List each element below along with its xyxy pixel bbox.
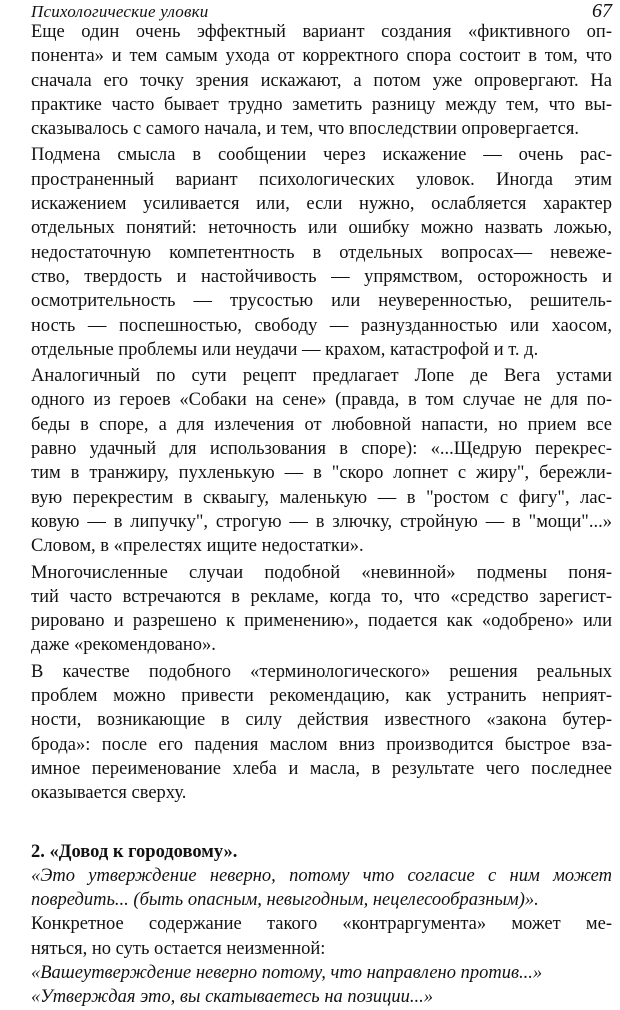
paragraph <box>31 143 612 362</box>
text-line: отдельные проблемы или неудачи — крахом, катастрофой и т. д. <box>31 339 539 360</box>
paragraph <box>31 20 612 141</box>
section-intro-line: повредить... (быть опасным, невыгодным, нецелесообразным)». <box>31 890 539 911</box>
text-line: рировано и разрешено к применению», подается как «одобрено» или <box>31 611 612 632</box>
text-line: отдельных понятий: неточность или ошибку можно назвать ложью, <box>31 218 612 239</box>
page-number: 67 <box>592 0 612 22</box>
section-intro-line: «Это утверждение неверно, потому что согласие с ним может <box>31 865 612 886</box>
text-line: практике часто бывает трудно заметить разницу между тем, что вы- <box>31 94 612 115</box>
text-line: ковую — в липучку", строгую — в злючку, стройную — в "мощи"...» <box>31 511 612 532</box>
quote-line: «Утверждая это, вы скатываетесь на позиции...» <box>31 987 433 1008</box>
text-line: сначала его точку зрения искажают, а потом уже опровергают. На <box>31 70 612 91</box>
text-line: Подмена смысла в сообщении через искажение — очень рас- <box>31 145 612 166</box>
text-line: тим в транжиру, пухленькую — в "скоро лопнет с жиру", бережли- <box>31 463 612 484</box>
paragraph <box>31 364 612 558</box>
text-line: Аналогичный по сути рецепт предлагает Лопе де Вега устами <box>31 366 612 387</box>
text-line: беды в споре, а для излечения от любовной напасти, но прием все <box>31 414 612 435</box>
text-line: ство, твердость и настойчивость — упрямством, осторожность и <box>31 266 612 287</box>
text-line: брода»: после его падения маслом вниз производится быстрое вза- <box>31 734 612 755</box>
text-line: искажением усиливается или, если нужно, ослабляется характер <box>31 194 612 215</box>
text-line: проблем можно привести рекомендацию, как устранить неприят- <box>31 686 612 707</box>
text-line: имное переименование хлеба и масла, в результате чего последнее <box>31 758 612 779</box>
text-line: одного из героев «Собаки на сене» (правда, в том случае не для по- <box>31 390 612 411</box>
text-line: Словом, в «прелестях ищите недостатки». <box>31 536 364 557</box>
text-line: понента» и тем самым ухода от корректного спора состоит в том, что <box>31 46 612 67</box>
text-line: равно удачный для использования в споре): «...Щедрую перекрес- <box>31 439 612 460</box>
text-line: оказывается сверху. <box>31 783 187 804</box>
running-title: Психологические уловки <box>31 2 209 21</box>
paragraph <box>31 660 612 806</box>
text-line: Еще один очень эффектный вариант создания «фиктивного оп- <box>31 22 612 42</box>
text-line: ности, возникающие в силу действия известного «закона бутер- <box>31 710 612 731</box>
text-line: недостаточную компетентность в отдельных вопросах— невеже- <box>31 242 612 263</box>
section-heading: 2. «Довод к городовому». <box>31 841 238 862</box>
section <box>31 840 612 1010</box>
text-line: осмотрительность — трусостью или неуверенностью, решитель- <box>31 291 612 312</box>
text-line: вую перекрестим в скваыгу, маленькую — в "ростом с фигу", лас- <box>31 487 612 508</box>
text-line: Конкретное содержание такого «контраргумента» может ме- <box>31 914 612 935</box>
text-line: пространенный вариант психологических уловок. Иногда этим <box>31 169 612 190</box>
text-line: ность — поспешностью, свободу — разнузданностью или хаосом, <box>31 315 612 336</box>
body-text <box>31 20 612 1010</box>
section-gap <box>31 806 612 840</box>
text-line: Многочисленные случаи подобной «невинной» подмены поня- <box>31 562 612 583</box>
text-line: сказывалось с самого начала, и тем, что впоследствии опровергается. <box>31 119 579 140</box>
text-line: В качестве подобного «терминологического» решения реальных <box>31 661 612 682</box>
quote-line: «Вашеутверждение неверно потому, что направлено против...» <box>31 962 543 983</box>
text-line: даже «рекомендовано». <box>31 635 216 656</box>
text-line: няться, но суть остается неизменной: <box>31 938 326 959</box>
text-line: тий часто встречаются в рекламе, когда то, что «средство зарегист- <box>31 586 612 607</box>
paragraph <box>31 561 612 658</box>
